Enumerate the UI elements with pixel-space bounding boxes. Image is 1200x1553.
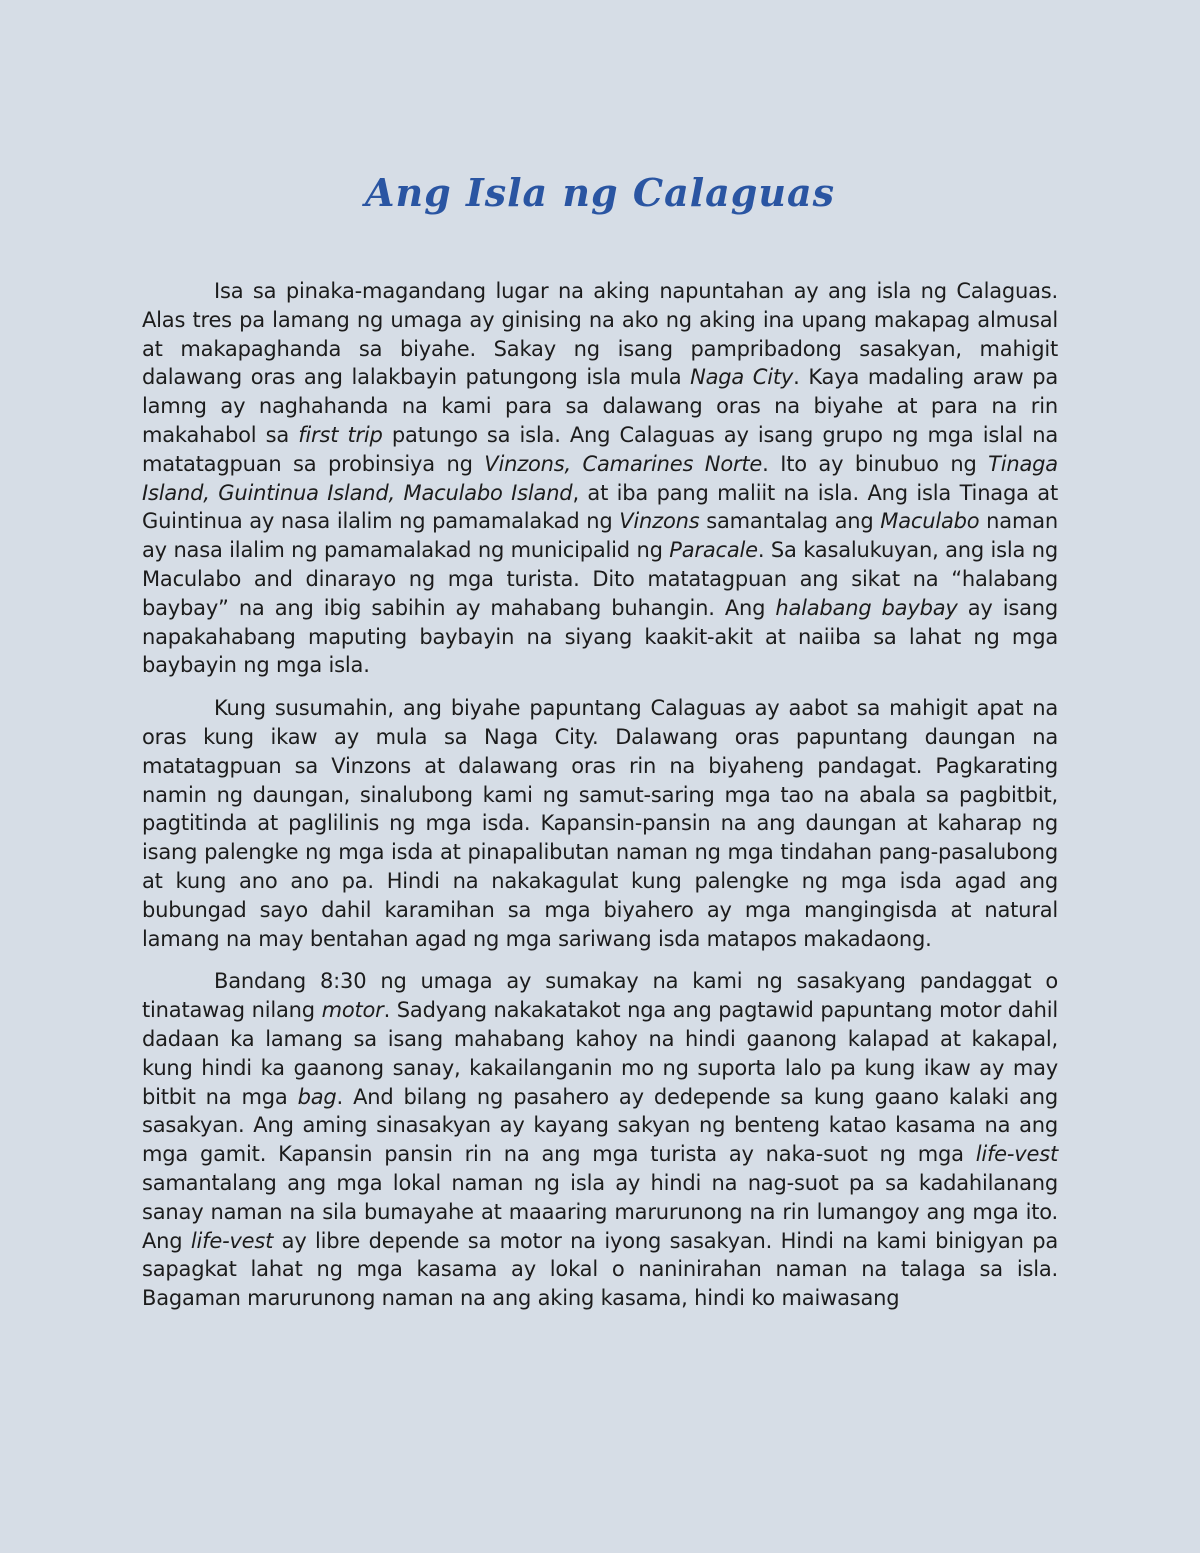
- italic-text: Tinaga Island, Guintinua Island, Maculabo Island: [142, 451, 1058, 505]
- italic-text: bag: [297, 1084, 337, 1109]
- italic-text: motor: [321, 998, 384, 1023]
- document-body: [142, 277, 1058, 1327]
- text-run: samantalag ang: [699, 509, 881, 534]
- text-run: . Sadyang nakakatakot nga ang pagtawid papuntang motor dahil dadaan ka lamang sa isang mahabang kahoy na hindi gaanong kalapad at kakapal, kung hindi ka gaanong sanay, kakailanganin mo ng suporta lalo pa kung ikaw ay may bitbit na mga: [142, 998, 1058, 1109]
- italic-text: Vinzons: [619, 509, 700, 534]
- text-run: , at iba pang maliit na isla. Ang isla Tinaga at Guintinua ay nasa ilalim ng pamamalakad ng: [142, 480, 1058, 534]
- text-run: Bandang 8:30 ng umaga ay sumakay na kami ng sasakyang pandaggat o tinatawag nilang: [142, 969, 1058, 1023]
- paragraph-1: [142, 277, 1058, 680]
- paragraph-2: [142, 694, 1058, 953]
- text-run: Isa sa pinaka-magandang lugar na aking napuntahan ay ang isla ng Calaguas. Alas tres pa lamang ng umaga ay ginising na ako ng aking ina upang makapag almusal at makapaghanda sa biyahe. Sakay ng isang pampribadong sasakyan, mahigit dalawang oras ang lalakbayin patungong isla mula: [142, 279, 1058, 390]
- text-run: . Ito ay binubuo ng: [762, 451, 989, 476]
- italic-text: Naga City: [690, 365, 794, 390]
- italic-text: Vinzons, Camarines Norte: [484, 451, 763, 476]
- text-run: patungo sa isla. Ang Calaguas ay isang grupo ng mga islal na matatagpuan sa probinsiya ng: [142, 422, 1059, 476]
- text-run: ay isang napakahabang maputing baybayin na siyang kaakit-akit at naiiba sa lahat ng mga baybayin ng mga isla.: [142, 595, 1058, 678]
- paragraph-3: [142, 967, 1058, 1313]
- italic-text: life-vest: [975, 1142, 1058, 1167]
- text-run: . Sa kasalukuyan, ang isla ng Maculabo and dinarayo ng mga turista. Dito matatagpuan ang sikat na “halabang baybay” na ang ibig sabihin ay mahabang buhangin. Ang: [142, 538, 1058, 620]
- text-run: samantalang ang mga lokal naman ng isla ay hindi na nag-suot pa sa kadahilanang sanay naman na sila bumayahe at maaaring marurunong na rin lumangoy ang mga ito. Ang: [142, 1170, 1058, 1253]
- text-run: . And bilang ng pasahero ay dedepende sa kung gaano kalaki ang sasakyan. Ang aming sinasakyan ay kayang sakyan ng benteng katao kasama na ang mga gamit. Kapansin pansin rin na ang mga turista ay naka-suot ng mga: [142, 1084, 1059, 1167]
- text-run: . Kaya madaling araw pa lamng ay naghahanda na kami para sa dalawang oras na biyahe at para na rin makahabol sa: [142, 365, 1059, 447]
- italic-text: first trip: [298, 422, 383, 447]
- text-run: Kung susumahin, ang biyahe papuntang Calaguas ay aabot sa mahigit apat na oras kung ikaw ay mula sa Naga City. Dalawang oras papuntang daungan na matatagpuan sa Vinzons at dalawang oras rin na biyaheng pandagat. Pagkarating namin ng daungan, sinalubong kami ng samut-saring mga tao na abala sa pagbitbit, pagtitinda at paglilinis ng mga isda. Kapansin-pansin na ang daungan at kaharap ng isang palengke ng mga isda at pinapalibutan naman ng mga tindahan pang-pasalubong at kung ano ano pa. Hindi na nakakagulat kung palengke ng mga isda agad ang bubungad sayo dahil karamihan sa mga biyahero ay mga mangingisda at natural lamang na may bentahan agad ng mga sariwang isda matapos makadaong.: [142, 696, 1058, 951]
- italic-text: Maculabo: [880, 509, 980, 534]
- italic-text: Paracale: [669, 538, 758, 563]
- italic-text: halabang baybay: [775, 595, 958, 620]
- document-title: Ang Isla ng Calaguas: [365, 170, 835, 215]
- text-run: ay libre depende sa motor na iyong sasakyan. Hindi na kami binigyan pa sapagkat lahat ng mga kasama ay lokal o naninirahan naman na talaga sa isla. Bagaman marurunong naman na ang aking kasama, hindi ko maiwasang: [142, 1228, 1058, 1311]
- text-run: naman ay nasa ilalim ng pamamalakad ng municipalid ng: [142, 509, 1058, 563]
- italic-text: life-vest: [190, 1228, 274, 1253]
